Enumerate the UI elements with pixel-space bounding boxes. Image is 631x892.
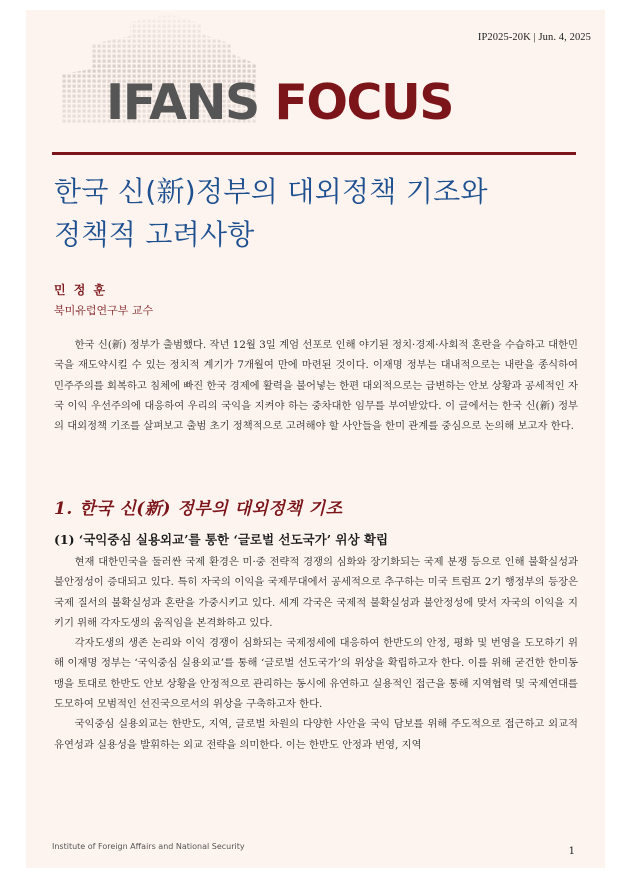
footer-institute: Institute of Foreign Affairs and National Security: [52, 842, 245, 851]
author-affiliation: 북미유럽연구부 교수: [54, 304, 154, 317]
page-title: [54, 170, 574, 256]
section-heading: 1. 한국 신(新) 정부의 대외정책 기조: [54, 499, 343, 519]
body-paragraph: 현재 대한민국을 둘러싼 국제 환경은 미·중 전략적 경쟁의 심화와 장기화되는 국제 분쟁 등으로 인해 불확실성과 불안정성이 증대되고 있다. 특히 자국의 이익을 국제무대에서 공세적으로 추구하는 미국 트럼프 2기 행정부의 등장은 국제 질서의 불확실성과 혼란을 가중시키고 있다. 세계 각국은 국제적 불확실성과 불안정성에 맞서 자국의 이익을 지키기 위해 각자도생의 움직임을 본격화하고 있다.: [54, 556, 578, 629]
body-paragraph: 국익중심 실용외교는 한반도, 지역, 글로벌 차원의 다양한 사안을 국익 담보를 위해 주도적으로 접근하고 외교적 유연성과 실용성을 발휘하는 외교 전략을 의미한다. 이는 한반도 안정과 번영, 지역: [54, 718, 578, 751]
brand-part-2: FOCUS: [258, 74, 454, 131]
intro-paragraph: 한국 신(新) 정부가 출범했다. 작년 12월 3일 계엄 선포로 인해 야기된 정치·경제·사회적 혼란을 수습하고 대한민국을 재도약시킬 수 있는 정치적 계기가 7개월여 만에 마련된 것이다. 이재명 정부는 대내적으로는 내란을 종식하여 민주주의를 회복하고 침체에 빠진 한국 경제에 활력을 불어넣는 한편 대외적으로는 급변하는 안보 상황과 공세적인 자국 이익 우선주의에 대응하여 우리의 국익을 지켜야 하는 중차대한 임무를 부여받았다. 이 글에서는 한국 신(新) 정부의 대외정책 기조를 살펴보고 출범 초기 정책적으로 고려해야 할 사안들을 한미 관계를 중심으로 논의해 보고자 한다.: [54, 339, 578, 433]
brand-logo: [106, 74, 454, 131]
page-number: 1: [568, 846, 575, 857]
brand-part-1: IFANS: [106, 74, 259, 131]
title-line-1: 한국 신(新)정부의 대외정책 기조와: [54, 175, 488, 208]
section-body: [54, 552, 578, 755]
body-paragraph: 각자도생의 생존 논리와 이익 경쟁이 심화되는 국제정세에 대응하여 한반도의 안정, 평화 및 번영을 도모하기 위해 이재명 정부는 ‘국익중심 실용외교’를 통해 ‘글로벌 선도국가’의 위상을 확립하고자 한다. 이를 위해 굳건한 한미동맹을 토대로 한반도 안보 상황을 안정적으로 관리하는 동시에 유연하고 실용적인 접근을 통해 지역협력 및 국제연대를 도모하여 모범적인 선진국으로서의 위상을 구축하고자 한다.: [54, 637, 578, 711]
intro-section: [54, 335, 578, 436]
title-line-2: 정책적 고려사항: [54, 218, 255, 251]
section-subheading: (1) ‘국익중심 실용외교’를 통한 ‘글로벌 선도국가’ 위상 확립: [54, 532, 389, 547]
header-divider: [52, 152, 576, 155]
document-reference: IP2025-20K | Jun. 4, 2025: [477, 32, 591, 43]
document-page: [26, 10, 605, 868]
author-name: 민 정 훈: [54, 283, 108, 297]
